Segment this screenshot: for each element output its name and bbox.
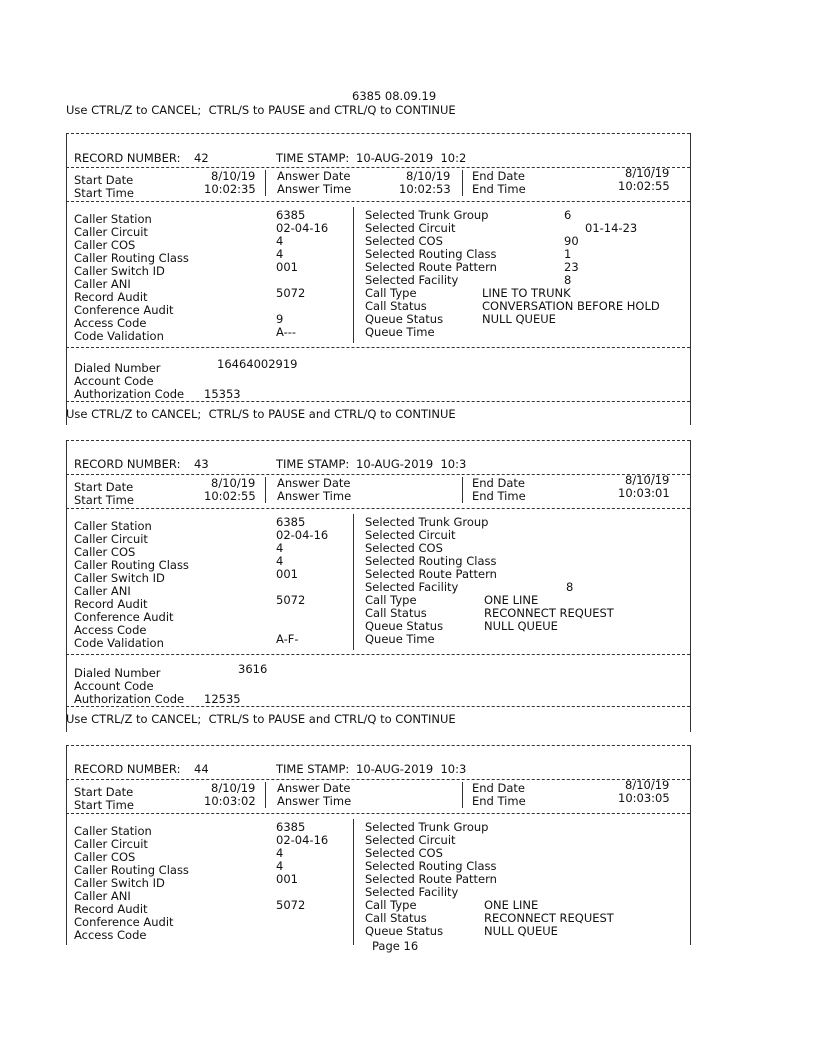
caller-circuit: 02-04-16 (276, 833, 329, 847)
selected-trunk-group: 6 (564, 208, 572, 222)
time-stamp: 10-AUG-2019 10:2 (356, 151, 467, 165)
call-status-label: Call Status (365, 299, 427, 313)
record-audit: 5072 (276, 593, 306, 607)
end-time: 10:03:01 (618, 486, 670, 500)
selected-cos-label: Selected COS (365, 541, 443, 555)
divider (66, 779, 690, 780)
divider (66, 133, 690, 134)
authorization-code: 12535 (204, 692, 241, 706)
start-time-label: Start Time (74, 186, 134, 200)
call-type: ONE LINE (484, 593, 539, 607)
caller-station: 6385 (276, 515, 306, 529)
record-audit-label: Record Audit (74, 902, 148, 916)
sep (462, 477, 463, 503)
selected-route-pattern-label: Selected Route Pattern (365, 567, 497, 581)
conference-audit-label: Conference Audit (74, 610, 174, 624)
authorization-code-label: Authorization Code (74, 692, 185, 706)
divider (66, 401, 690, 402)
end-date-label: End Date (472, 476, 525, 490)
selected-route-pattern-label: Selected Route Pattern (365, 260, 497, 274)
start-date: 8/10/19 (211, 476, 256, 490)
caller-routing-class-label: Caller Routing Class (74, 558, 189, 572)
answer-date-label: Answer Date (277, 169, 351, 183)
call-status-label: Call Status (365, 606, 427, 620)
code-validation: A-F- (276, 632, 299, 646)
selected-trunk-group-label: Selected Trunk Group (365, 208, 489, 222)
answer-time-label: Answer Time (277, 489, 352, 503)
instructions: Use CTRL/Z to CANCEL; CTRL/S to PAUSE and CTRL/Q to CONTINUE (66, 103, 456, 117)
record-number-label: RECORD NUMBER: (74, 457, 181, 471)
call-status: RECONNECT REQUEST (484, 911, 614, 925)
caller-ani-label: Caller ANI (74, 277, 131, 291)
queue-status-label: Queue Status (365, 312, 444, 326)
record-number: 42 (194, 151, 209, 165)
caller-station-label: Caller Station (74, 519, 152, 533)
dialed-number-label: Dialed Number (74, 666, 161, 680)
answer-time-label: Answer Time (277, 794, 352, 808)
access-code-label: Access Code (74, 623, 147, 637)
selected-circuit-label: Selected Circuit (365, 221, 456, 235)
call-status: CONVERSATION BEFORE HOLD (482, 299, 660, 313)
queue-status-label: Queue Status (365, 619, 444, 633)
divider (66, 201, 690, 202)
page-number: Page 16 (372, 939, 419, 953)
instructions: Use CTRL/Z to CANCEL; CTRL/S to PAUSE and CTRL/Q to CONTINUE (66, 407, 456, 421)
start-time: 10:03:02 (204, 794, 256, 808)
divider (66, 474, 690, 475)
caller-switch-id: 001 (276, 872, 298, 886)
call-type-label: Call Type (365, 286, 417, 300)
call-type-label: Call Type (365, 593, 417, 607)
selected-routing-class-label: Selected Routing Class (365, 554, 497, 568)
record-number-label: RECORD NUMBER: (74, 151, 181, 165)
sep (462, 170, 463, 196)
caller-ani-label: Caller ANI (74, 584, 131, 598)
record-number: 44 (194, 762, 209, 776)
call-type: ONE LINE (484, 898, 539, 912)
caller-cos-label: Caller COS (74, 545, 136, 559)
end-date: 8/10/19 (625, 473, 670, 487)
selected-facility: 8 (566, 580, 574, 594)
sep (353, 819, 354, 945)
answer-date: 8/10/19 (406, 169, 451, 183)
answer-time-label: Answer Time (277, 182, 352, 196)
queue-status-label: Queue Status (365, 924, 444, 938)
caller-routing-class-label: Caller Routing Class (74, 251, 189, 265)
selected-circuit: 01-14-23 (585, 221, 638, 235)
selected-trunk-group-label: Selected Trunk Group (365, 515, 489, 529)
selected-cos: 90 (564, 234, 579, 248)
end-date-label: End Date (472, 169, 525, 183)
call-status: RECONNECT REQUEST (484, 606, 614, 620)
queue-status: NULL QUEUE (484, 619, 558, 633)
caller-circuit: 02-04-16 (276, 221, 329, 235)
caller-circuit-label: Caller Circuit (74, 532, 148, 546)
left-border (66, 133, 67, 425)
right-border (690, 440, 691, 732)
end-date-label: End Date (472, 781, 525, 795)
conference-audit-label: Conference Audit (74, 303, 174, 317)
queue-status: NULL QUEUE (482, 312, 556, 326)
authorization-code-label: Authorization Code (74, 387, 185, 401)
right-border (690, 133, 691, 425)
caller-cos-label: Caller COS (74, 850, 136, 864)
queue-time-label: Queue Time (365, 325, 435, 339)
code-validation: A--- (276, 325, 297, 339)
selected-route-pattern: 23 (564, 260, 579, 274)
caller-circuit-label: Caller Circuit (74, 225, 148, 239)
selected-trunk-group-label: Selected Trunk Group (365, 820, 489, 834)
selected-facility: 8 (564, 273, 572, 287)
caller-station-label: Caller Station (74, 824, 152, 838)
end-time: 10:02:55 (618, 179, 670, 193)
selected-circuit-label: Selected Circuit (365, 833, 456, 847)
selected-cos-label: Selected COS (365, 846, 443, 860)
record-number: 43 (194, 457, 209, 471)
sep (353, 514, 354, 650)
access-code-label: Access Code (74, 316, 147, 330)
call-status-label: Call Status (365, 911, 427, 925)
selected-routing-class-label: Selected Routing Class (365, 859, 497, 873)
divider (66, 440, 690, 441)
caller-station: 6385 (276, 820, 306, 834)
authorization-code: 15353 (204, 387, 241, 401)
end-time-label: End Time (472, 794, 526, 808)
caller-switch-id-label: Caller Switch ID (74, 264, 165, 278)
caller-station-label: Caller Station (74, 212, 152, 226)
divider (66, 508, 690, 509)
caller-ani-label: Caller ANI (74, 889, 131, 903)
caller-cos: 4 (276, 234, 284, 248)
instructions: Use CTRL/Z to CANCEL; CTRL/S to PAUSE and CTRL/Q to CONTINUE (66, 712, 456, 726)
divider (66, 167, 690, 168)
selected-facility-label: Selected Facility (365, 580, 459, 594)
selected-facility-label: Selected Facility (365, 885, 459, 899)
dialed-number-label: Dialed Number (74, 361, 161, 375)
caller-routing-class-label: Caller Routing Class (74, 863, 189, 877)
end-time-label: End Time (472, 182, 526, 196)
queue-time-label: Queue Time (365, 632, 435, 646)
selected-route-pattern-label: Selected Route Pattern (365, 872, 497, 886)
start-date-label: Start Date (74, 480, 134, 494)
caller-switch-id-label: Caller Switch ID (74, 571, 165, 585)
start-date: 8/10/19 (211, 781, 256, 795)
caller-switch-id: 001 (276, 260, 298, 274)
divider (66, 706, 690, 707)
time-stamp-label: TIME STAMP: (276, 151, 350, 165)
selected-routing-class-label: Selected Routing Class (365, 247, 497, 261)
end-date: 8/10/19 (625, 778, 670, 792)
account-code-label: Account Code (74, 374, 154, 388)
divider (66, 813, 690, 814)
time-stamp-label: TIME STAMP: (276, 762, 350, 776)
start-time-label: Start Time (74, 493, 134, 507)
code-validation-label: Code Validation (74, 329, 164, 343)
caller-station: 6385 (276, 208, 306, 222)
time-stamp-label: TIME STAMP: (276, 457, 350, 471)
start-date-label: Start Date (74, 173, 134, 187)
record-audit: 5072 (276, 286, 306, 300)
caller-cos-label: Caller COS (74, 238, 136, 252)
caller-routing-class: 4 (276, 554, 284, 568)
caller-cos: 4 (276, 541, 284, 555)
selected-facility-label: Selected Facility (365, 273, 459, 287)
end-time-label: End Time (472, 489, 526, 503)
sep (265, 170, 266, 196)
sep (353, 207, 354, 343)
start-time: 10:02:35 (204, 182, 256, 196)
answer-time: 10:02:53 (399, 182, 451, 196)
selected-cos-label: Selected COS (365, 234, 443, 248)
end-time: 10:03:05 (618, 791, 670, 805)
caller-switch-id-label: Caller Switch ID (74, 876, 165, 890)
left-border (66, 440, 67, 732)
end-date: 8/10/19 (625, 166, 670, 180)
call-type-label: Call Type (365, 898, 417, 912)
start-date-label: Start Date (74, 785, 134, 799)
divider (66, 347, 690, 348)
caller-routing-class: 4 (276, 859, 284, 873)
call-type: LINE TO TRUNK (482, 286, 571, 300)
access-code: 9 (276, 312, 284, 326)
record-audit-label: Record Audit (74, 597, 148, 611)
selected-routing-class: 1 (564, 247, 572, 261)
caller-circuit-label: Caller Circuit (74, 837, 148, 851)
right-border (690, 745, 691, 945)
start-date: 8/10/19 (211, 169, 256, 183)
caller-switch-id: 001 (276, 567, 298, 581)
time-stamp: 10-AUG-2019 10:3 (356, 457, 467, 471)
divider (66, 745, 690, 746)
dialed-number: 16464002919 (217, 357, 298, 371)
answer-date-label: Answer Date (277, 781, 351, 795)
access-code-label: Access Code (74, 928, 147, 942)
time-stamp: 10-AUG-2019 10:3 (356, 762, 467, 776)
sep (462, 782, 463, 808)
queue-status: NULL QUEUE (484, 924, 558, 938)
caller-routing-class: 4 (276, 247, 284, 261)
account-code-label: Account Code (74, 679, 154, 693)
caller-circuit: 02-04-16 (276, 528, 329, 542)
caller-cos: 4 (276, 846, 284, 860)
record-audit-label: Record Audit (74, 290, 148, 304)
record-audit: 5072 (276, 898, 306, 912)
dialed-number: 3616 (238, 662, 268, 676)
page-id: 6385 08.09.19 (352, 89, 437, 103)
code-validation-label: Code Validation (74, 636, 164, 650)
left-border (66, 745, 67, 945)
answer-date-label: Answer Date (277, 476, 351, 490)
record-number-label: RECORD NUMBER: (74, 762, 181, 776)
sep (265, 477, 266, 503)
conference-audit-label: Conference Audit (74, 915, 174, 929)
selected-circuit-label: Selected Circuit (365, 528, 456, 542)
start-time-label: Start Time (74, 798, 134, 812)
sep (265, 782, 266, 808)
start-time: 10:02:55 (204, 489, 256, 503)
divider (66, 654, 690, 655)
